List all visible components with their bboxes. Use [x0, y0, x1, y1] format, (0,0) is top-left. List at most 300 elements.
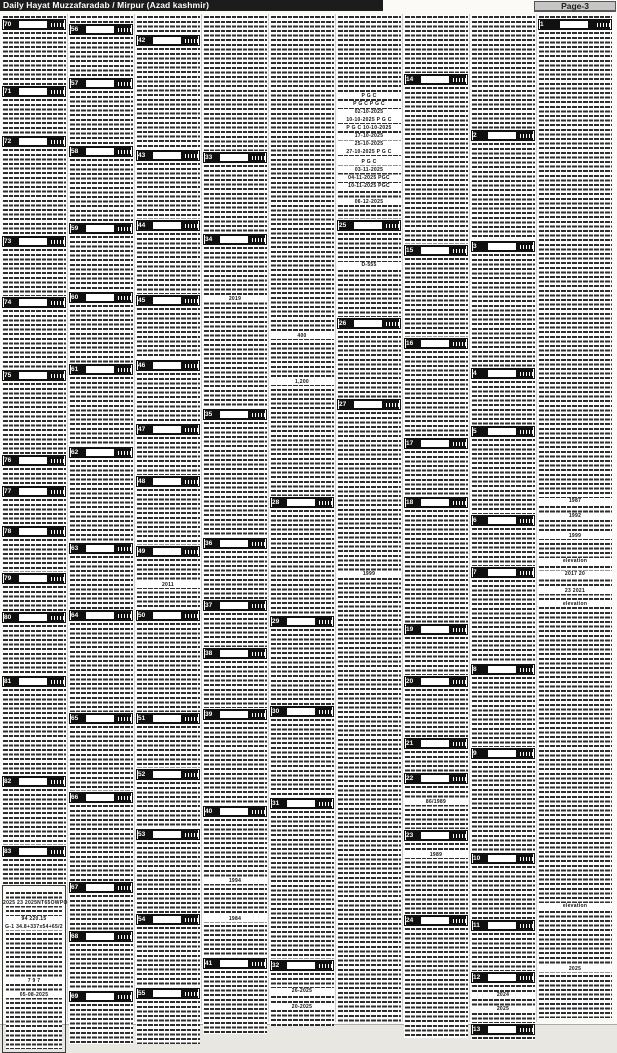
- ad-number-bar: [2, 612, 66, 623]
- ad-number: 19: [406, 626, 414, 633]
- ad-body-text: [136, 1000, 200, 1044]
- ad-reference-slot: [19, 678, 47, 685]
- ad-reference-slot: [220, 808, 248, 815]
- ad-number: 49: [138, 548, 146, 555]
- urdu-number-label: [51, 240, 64, 244]
- urdu-number-label: [185, 428, 198, 432]
- ad-number: 72: [4, 138, 12, 145]
- urdu-number-label: [386, 224, 399, 228]
- ad-number: 32: [272, 962, 280, 969]
- ad-number: 69: [71, 993, 79, 1000]
- ad-number-bar: [2, 370, 66, 381]
- ad-number-bar: [69, 146, 133, 157]
- ad-reference-slot: [19, 457, 47, 464]
- ad-number-bar: [69, 223, 133, 234]
- ad-body-text: [136, 15, 200, 34]
- ad-number-bar: [471, 368, 535, 379]
- ad-body-text: [69, 894, 133, 930]
- ad-body-text: [471, 527, 535, 566]
- urdu-number-label: [118, 995, 131, 999]
- ad-number: 70: [4, 21, 12, 28]
- ad-number: 73: [4, 238, 12, 245]
- ad-reference-slot: [488, 132, 516, 139]
- ad-number-bar: [471, 664, 535, 675]
- ad-number: 74: [4, 299, 12, 306]
- legible-fragment: 2024: [471, 992, 535, 998]
- ad-reference-slot: [86, 148, 114, 155]
- urdu-number-label: [520, 430, 533, 434]
- ad-body-text: [136, 162, 200, 219]
- ad-number-bar: [203, 152, 267, 163]
- ad-body-text: [270, 628, 334, 705]
- ad-body-text: [471, 380, 535, 425]
- ad-reference-slot: [19, 575, 47, 582]
- ad-reference-slot: [153, 37, 181, 44]
- ad-number-bar: [404, 624, 468, 635]
- ad-number-bar: [270, 616, 334, 627]
- ad-number: 46: [138, 362, 146, 369]
- ad-reference-slot: [19, 88, 47, 95]
- ad-number: 47: [138, 426, 146, 433]
- urdu-number-label: [118, 368, 131, 372]
- ad-number-bar: [2, 526, 66, 537]
- ad-body-text: [538, 15, 612, 18]
- urdu-number-label: [118, 614, 131, 618]
- legible-fragment: P G C 10-10-2025: [337, 125, 401, 131]
- ad-number: 37: [205, 602, 213, 609]
- ad-body-text: [203, 660, 267, 708]
- column-2: [68, 14, 135, 1022]
- ad-reference-slot: [488, 922, 516, 929]
- urdu-number-label: [386, 322, 399, 326]
- ad-reference-slot: [153, 297, 181, 304]
- ad-number: 2: [473, 132, 477, 139]
- newspaper-title: Daily Hayat Muzzafaradab / Mirpur (Azad kashmir): [0, 0, 383, 11]
- ad-number: 28: [272, 499, 280, 506]
- ad-reference-slot: [153, 478, 181, 485]
- urdu-number-label: [51, 459, 64, 463]
- urdu-number-label: [453, 249, 466, 253]
- ad-body-text: [471, 932, 535, 971]
- classifieds-grid: [1, 14, 616, 1033]
- ad-number: 56: [71, 26, 79, 33]
- urdu-number-label: [51, 140, 64, 144]
- ad-body-text: [337, 411, 401, 1022]
- legible-fragment: 20-2025: [270, 1004, 334, 1010]
- legible-fragment: 10-10-2025 P G C: [337, 117, 401, 123]
- urdu-number-label: [185, 550, 198, 554]
- urdu-number-label: [185, 918, 198, 922]
- page-number-badge: Page-3: [534, 1, 616, 12]
- ad-number: 65: [71, 715, 79, 722]
- urdu-number-label: [51, 490, 64, 494]
- ad-number-bar: [404, 773, 468, 784]
- urdu-number-label: [520, 519, 533, 523]
- urdu-number-label: [118, 796, 131, 800]
- ad-number: 52: [138, 771, 146, 778]
- legible-fragment: 04-11-2025 PGC: [337, 175, 401, 181]
- ad-reference-slot: [86, 225, 114, 232]
- ad-number: 3: [473, 243, 477, 250]
- ad-body-text: [404, 750, 468, 772]
- ad-number: 7: [473, 569, 477, 576]
- ad-body-text: [203, 612, 267, 647]
- ad-number: 60: [71, 294, 79, 301]
- legible-fragment: 02-10-2025: [337, 109, 401, 115]
- ad-reference-slot: [220, 236, 248, 243]
- ad-number: 39: [205, 711, 213, 718]
- ad-reference-slot: [354, 401, 382, 408]
- urdu-number-label: [319, 501, 332, 505]
- urdu-number-label: [453, 78, 466, 82]
- legible-fragment: 27-10-2025 P G C: [337, 149, 401, 155]
- ad-reference-slot: [488, 370, 516, 377]
- ad-body-text: [203, 164, 267, 233]
- urdu-number-label: [185, 39, 198, 43]
- ad-number-bar: [471, 1024, 535, 1035]
- ad-number: 81: [4, 678, 12, 685]
- legible-fragment: 94 220.15: [3, 916, 65, 922]
- ad-number: 21: [406, 740, 414, 747]
- ad-number-bar: [203, 709, 267, 720]
- legible-fragment: 1999: [538, 533, 612, 539]
- ad-body-text: [69, 376, 133, 446]
- ad-number: 22: [406, 775, 414, 782]
- urdu-number-label: [118, 150, 131, 154]
- ad-number: 16: [406, 340, 414, 347]
- ad-number: 34: [205, 236, 213, 243]
- ad-number-bar: [404, 676, 468, 687]
- ad-body-text: [404, 15, 468, 73]
- ad-body-text: [404, 927, 468, 1038]
- ad-number: 51: [138, 715, 146, 722]
- urdu-number-label: [453, 628, 466, 632]
- legible-fragment: P G C: [337, 159, 401, 165]
- ad-reference-slot: [86, 933, 114, 940]
- ad-number-bar: [471, 515, 535, 526]
- urdu-number-label: [520, 245, 533, 249]
- ad-number-bar: [404, 915, 468, 926]
- ad-number-bar: [2, 846, 66, 857]
- ad-number-bar: [136, 829, 200, 840]
- urdu-number-label: [185, 717, 198, 721]
- legible-fragment: G-1 34.8+337x54+65/2: [3, 924, 65, 930]
- column-7: [403, 14, 470, 1022]
- ad-number: 80: [4, 614, 12, 621]
- ad-number-bar: [2, 86, 66, 97]
- ad-reference-slot: [488, 666, 516, 673]
- ad-body-text: [2, 624, 66, 675]
- ad-number-bar: [69, 991, 133, 1002]
- ad-number-bar: [69, 364, 133, 375]
- urdu-number-label: [185, 833, 198, 837]
- ad-body-text: [136, 488, 200, 545]
- ad-body-text: [2, 31, 66, 85]
- urdu-number-label: [118, 227, 131, 231]
- masthead: [0, 0, 617, 13]
- ad-number: 13: [473, 1026, 481, 1033]
- ad-reference-slot: [421, 626, 449, 633]
- ad-reference-slot: [287, 618, 315, 625]
- ad-reference-slot: [488, 1026, 516, 1033]
- legible-fragment: 1989: [404, 852, 468, 858]
- urdu-number-label: [51, 780, 64, 784]
- ad-number: 23: [406, 832, 414, 839]
- ad-number: 61: [71, 366, 79, 373]
- ad-body-text: [2, 148, 66, 235]
- ad-body-text: [136, 841, 200, 913]
- ad-reference-slot: [354, 222, 382, 229]
- ad-reference-slot: [86, 715, 114, 722]
- ad-number-bar: [471, 920, 535, 931]
- ad-number-bar: [69, 931, 133, 942]
- ad-body-text: [136, 232, 200, 294]
- ad-number: 44: [138, 222, 146, 229]
- ad-body-text: [136, 307, 200, 359]
- ad-reference-slot: [220, 960, 248, 967]
- urdu-number-label: [252, 238, 265, 242]
- ad-number-bar: [69, 78, 133, 89]
- ad-reference-slot: [153, 222, 181, 229]
- legible-fragment: 2019: [203, 296, 267, 302]
- ad-number: 59: [71, 225, 79, 232]
- ad-reference-slot: [153, 831, 181, 838]
- ad-reference-slot: [19, 238, 47, 245]
- ad-reference-slot: [488, 243, 516, 250]
- column-3: [135, 14, 202, 1022]
- ad-body-text: [404, 450, 468, 496]
- urdu-number-label: [252, 542, 265, 546]
- ad-number-bar: [136, 610, 200, 621]
- ad-body-text: [203, 550, 267, 599]
- legible-fragment: 03-11-2025: [337, 167, 401, 173]
- ad-number: 8: [473, 666, 477, 673]
- ad-body-text: [69, 622, 133, 712]
- ad-reference-slot: [153, 426, 181, 433]
- urdu-number-label: [520, 668, 533, 672]
- ad-reference-slot: [86, 993, 114, 1000]
- urdu-number-label: [185, 224, 198, 228]
- legible-fragment: D-555: [337, 262, 401, 268]
- ad-body-text: [538, 31, 612, 1018]
- ad-number: 36: [205, 540, 213, 547]
- ad-number-bar: [136, 35, 200, 46]
- ad-body-text: [203, 970, 267, 1034]
- ad-number-bar: [136, 360, 200, 371]
- ad-number: 57: [71, 80, 79, 87]
- ad-body-text: [404, 688, 468, 737]
- urdu-number-label: [252, 810, 265, 814]
- column-8: [470, 14, 537, 1033]
- ad-reference-slot: [86, 26, 114, 33]
- ad-number: 64: [71, 612, 79, 619]
- urdu-number-label: [118, 935, 131, 939]
- ad-reference-slot: [354, 320, 382, 327]
- ad-number-bar: [404, 338, 468, 349]
- ad-number: 18: [406, 499, 414, 506]
- legible-fragment: 2025: [471, 1006, 535, 1012]
- ad-number-bar: [471, 426, 535, 437]
- legible-fragment: 2017 20: [538, 571, 612, 577]
- legible-fragment: 23 2021: [538, 588, 612, 594]
- ad-reference-slot: [153, 612, 181, 619]
- ad-number-bar: [203, 234, 267, 245]
- ad-body-text: [471, 676, 535, 747]
- ad-reference-slot: [153, 715, 181, 722]
- ad-body-text: [2, 382, 66, 454]
- ad-number-bar: [69, 882, 133, 893]
- ad-body-text: [270, 15, 334, 496]
- ad-number-bar: [136, 713, 200, 724]
- urdu-number-label: [185, 992, 198, 996]
- ad-body-text: [69, 15, 133, 23]
- ad-body-text: [471, 253, 535, 367]
- ad-body-text: [471, 984, 535, 1023]
- legible-fragment: 25-10-2025: [337, 141, 401, 147]
- ad-number: 40: [205, 808, 213, 815]
- ad-body-text: [69, 725, 133, 791]
- ad-body-text: [270, 509, 334, 615]
- ad-body-text: [2, 15, 66, 18]
- urdu-number-label: [185, 299, 198, 303]
- ad-reference-slot: [19, 21, 47, 28]
- ad-reference-slot: [19, 528, 47, 535]
- ad-number-bar: [2, 136, 66, 147]
- ad-reference-slot: [19, 138, 47, 145]
- ad-reference-slot: [153, 990, 181, 997]
- ad-number-bar: [2, 297, 66, 308]
- urdu-number-label: [118, 451, 131, 455]
- ad-number: 35: [205, 411, 213, 418]
- ad-number-bar: [136, 150, 200, 161]
- ad-body-text: [2, 585, 66, 611]
- urdu-number-label: [453, 680, 466, 684]
- ad-reference-slot: [220, 540, 248, 547]
- ad-body-text: [136, 47, 200, 149]
- ad-reference-slot: [287, 499, 315, 506]
- urdu-number-label: [453, 442, 466, 446]
- urdu-number-label: [453, 501, 466, 505]
- ad-body-text: [203, 421, 267, 537]
- legible-fragment: P G C: [337, 93, 401, 99]
- ad-body-text: [136, 781, 200, 828]
- urdu-number-label: [520, 372, 533, 376]
- ad-number-bar: [69, 24, 133, 35]
- boxed-notice-text: [2, 885, 66, 1053]
- legible-fragment: elevation: [538, 558, 612, 564]
- ad-reference-slot: [421, 440, 449, 447]
- column-6: [336, 14, 403, 1022]
- urdu-number-label: [252, 604, 265, 608]
- ad-reference-slot: [421, 832, 449, 839]
- ad-body-text: [270, 718, 334, 797]
- urdu-number-label: [520, 976, 533, 980]
- ad-number: 45: [138, 297, 146, 304]
- urdu-number-label: [118, 886, 131, 890]
- ad-number: 6: [473, 517, 477, 524]
- urdu-number-label: [453, 742, 466, 746]
- ad-number: 1: [540, 21, 544, 28]
- ad-number: 76: [4, 457, 12, 464]
- urdu-number-label: [252, 156, 265, 160]
- ad-body-text: [404, 509, 468, 623]
- ad-reference-slot: [86, 366, 114, 373]
- ad-body-text: [2, 688, 66, 775]
- ad-number: 50: [138, 612, 146, 619]
- ad-number-bar: [203, 538, 267, 549]
- ad-number-bar: [404, 738, 468, 749]
- ad-number-bar: [471, 972, 535, 983]
- ad-number-bar: [136, 220, 200, 231]
- ad-body-text: [270, 810, 334, 959]
- urdu-number-label: [597, 23, 610, 27]
- urdu-number-label: [51, 530, 64, 534]
- urdu-number-label: [453, 777, 466, 781]
- legible-fragment: P G C P G C: [337, 101, 401, 107]
- ad-body-text: [337, 232, 401, 317]
- ad-body-text: [69, 158, 133, 222]
- ad-number: 5: [473, 428, 477, 435]
- ad-reference-slot: [560, 21, 588, 28]
- ad-number-bar: [270, 960, 334, 971]
- urdu-number-label: [520, 752, 533, 756]
- legible-fragment: 2025 23 2025NT65OWPO: [3, 900, 68, 906]
- ad-number: 82: [4, 778, 12, 785]
- ad-body-text: [69, 459, 133, 542]
- ad-reference-slot: [421, 247, 449, 254]
- ad-number: 38: [205, 650, 213, 657]
- ad-reference-slot: [421, 775, 449, 782]
- ad-body-text: [404, 842, 468, 914]
- urdu-number-label: [51, 850, 64, 854]
- ad-number: 14: [406, 76, 414, 83]
- legible-fragment: 1987: [538, 498, 612, 504]
- ad-number-bar: [203, 600, 267, 611]
- urdu-number-label: [118, 547, 131, 551]
- ad-number: 10: [473, 855, 481, 862]
- ad-number-bar: [203, 409, 267, 420]
- ad-body-text: [2, 98, 66, 135]
- legible-fragment: 10-11-2025 PGC: [337, 183, 401, 189]
- legible-fragment: 1999: [337, 571, 401, 577]
- ad-reference-slot: [86, 884, 114, 891]
- legible-fragment: 17-10-2025: [337, 133, 401, 139]
- ad-body-text: [69, 90, 133, 145]
- ad-number: 29: [272, 618, 280, 625]
- ad-number: 66: [71, 794, 79, 801]
- ad-number-bar: [404, 245, 468, 256]
- urdu-number-label: [386, 403, 399, 407]
- ad-number: 15: [406, 247, 414, 254]
- ad-number-bar: [203, 648, 267, 659]
- ad-body-text: [2, 309, 66, 369]
- ad-number-bar: [270, 706, 334, 717]
- urdu-number-label: [252, 713, 265, 717]
- ad-reference-slot: [153, 916, 181, 923]
- ad-body-text: [337, 330, 401, 398]
- ad-number: 54: [138, 916, 146, 923]
- ad-number: 4: [473, 370, 477, 377]
- ad-number-bar: [136, 914, 200, 925]
- legible-fragment: 1992: [538, 513, 612, 519]
- legible-fragment: 86/1989: [404, 799, 468, 805]
- ad-body-text: [270, 972, 334, 1026]
- ad-number-bar: [136, 476, 200, 487]
- ad-body-text: [203, 721, 267, 805]
- urdu-number-label: [118, 82, 131, 86]
- legible-fragment: 7 9 7: [3, 978, 65, 984]
- column-1: [1, 14, 68, 1022]
